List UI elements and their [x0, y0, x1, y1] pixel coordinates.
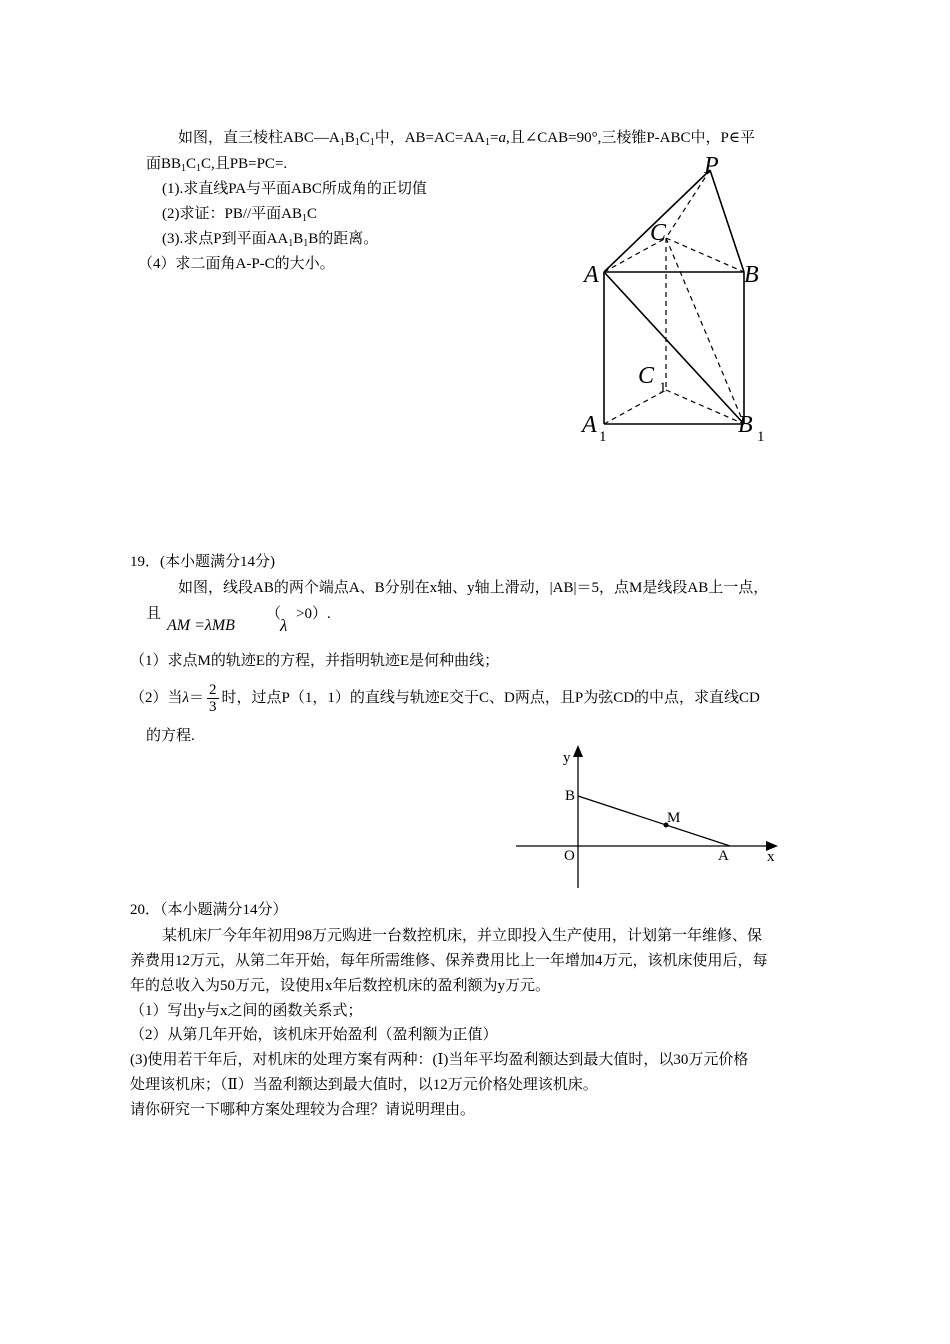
- label-A1-sub: 1: [599, 429, 607, 445]
- label-B1-sub: 1: [757, 429, 765, 445]
- label-B: B: [565, 788, 576, 804]
- label-O: O: [564, 848, 575, 864]
- prism-figure: [570, 145, 790, 455]
- label-C1-sub: 1: [659, 380, 667, 396]
- y-axis-arrow: [573, 745, 583, 757]
- p19-question-1: （1）求点M的轨迹E的方程，并指明轨迹E是何种曲线；: [130, 653, 500, 669]
- p20-question-1: （1）写出y与x之间的函数关系式；: [130, 1003, 363, 1019]
- p19-question-2: （2）当λ＝ $\frac{2}{3}$ 时，过点P（1，1）的直线与轨迹E交于C、D两点，且P为弦CD的中点，求直线CD: [130, 682, 760, 716]
- p20-line-3: 年的总收入为50万元，设使用x年后数控机床的盈利额为y万元。: [130, 978, 551, 994]
- edge-P-B: [710, 170, 744, 272]
- label-C: C: [650, 220, 667, 246]
- edge-C-B1: [666, 238, 744, 424]
- p20-line-1: 某机床厂今年年初用98万元购进一台数控机床，并立即投入生产使用，计划第一年维修、保: [162, 928, 763, 944]
- label-M: M: [667, 810, 681, 826]
- p20-header: 20．（本小题满分14分）: [130, 902, 288, 918]
- p19-vector-equation: AM =λMB: [167, 617, 235, 634]
- edge-A1-C1: [604, 390, 666, 424]
- edge-C1-B1: [666, 390, 744, 424]
- p20-question-3-cont: 处理该机床；（Ⅱ）当盈利额达到最大值时，以12万元价格处理该机床。: [130, 1077, 598, 1093]
- p20-line-2: 养费用12万元，从第二年开始，每年所需维修、保养费用比上一年增加4万元，该机床使用后，每: [130, 953, 768, 969]
- edge-P-C: [666, 170, 710, 238]
- p19-lambda-condition: （: [266, 606, 282, 622]
- label-A1: A: [582, 412, 597, 438]
- p18-question-2: (2)求证：PB//平面$AB_1C$: [162, 206, 318, 224]
- p18-question-1: (1).求直线PA与平面ABC所成角的正切值: [162, 181, 427, 197]
- label-x: x: [767, 849, 775, 865]
- segment-AB: [578, 796, 730, 846]
- p20-question-2: （2）从第几年开始，该机床开始盈利（盈利额为正值）: [130, 1027, 498, 1043]
- p19-intro: 如图，线段AB的两个端点A、B分别在x轴、y轴上滑动，|AB|＝5，点M是线段AB上一点，: [178, 580, 769, 596]
- label-y: y: [563, 750, 571, 766]
- label-P: P: [704, 153, 719, 179]
- label-B: B: [744, 262, 759, 288]
- p20-question-3-ask: 请你研究一下哪种方案处理较为合理？请说明理由。: [130, 1102, 476, 1118]
- label-A: A: [584, 262, 599, 288]
- fraction-two-thirds: $\frac{2}{3}$: [209, 682, 217, 716]
- label-B1: B: [738, 412, 753, 438]
- p18-question-4: （4）求二面角A-P-C的大小。: [138, 256, 335, 272]
- label-A: A: [718, 848, 729, 864]
- p18-intro-line2: 面$BB_1C_1C$,且PB=PC=.: [146, 156, 288, 174]
- p18-question-3: (3).求点P到平面$AA_1B_1B$的距离。: [162, 231, 379, 249]
- p19-header: 19．(本小题满分14分): [130, 554, 275, 570]
- p20-question-3: (3)使用若干年后，对机床的处理方案有两种：(Ⅰ)当年平均盈利额达到最大值时，以30万元价格: [130, 1052, 749, 1068]
- segment-figure: [510, 742, 785, 892]
- p19-lambda-positive: >0）.: [296, 606, 331, 622]
- p19-lambda-symbol: λ: [280, 616, 288, 635]
- p19-condition: 且: [146, 606, 162, 622]
- p19-question-2-cont: 的方程.: [146, 728, 195, 744]
- p18-intro-line1: 如图，直三棱柱$ABC—A_1B_1C_1$中，$AB=AC=AA_1=a$,且∠CAB=90°,三棱锥P-ABC中，P∈平: [178, 130, 755, 148]
- label-C1: C: [638, 363, 655, 389]
- edge-A-B1: [604, 272, 744, 424]
